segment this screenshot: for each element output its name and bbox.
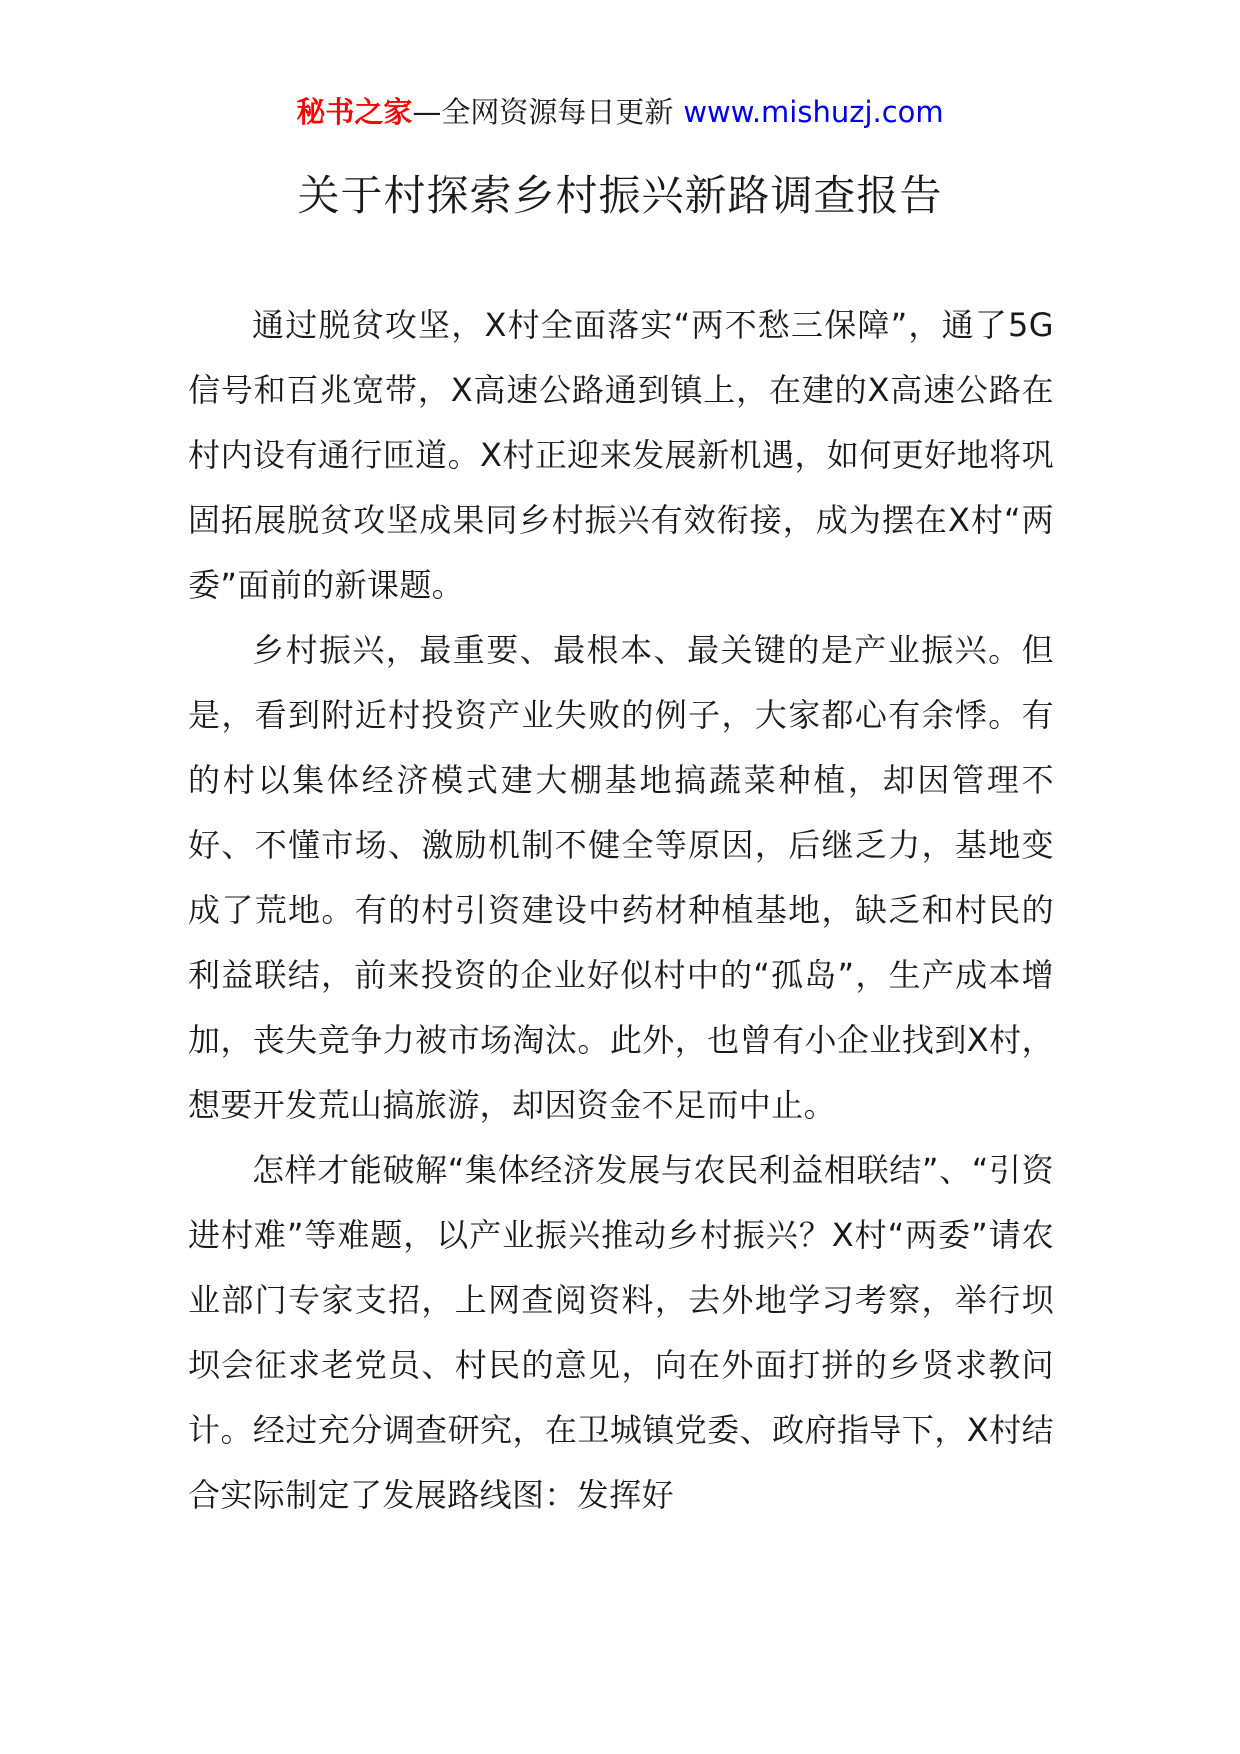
site-slogan: —全网资源每日更新: [412, 95, 674, 129]
site-header: [0, 92, 1240, 132]
site-brand: 秘书之家: [296, 95, 413, 129]
paragraph-3: 怎样才能破解“集体经济发展与农民利益相联结”、“引资进村难”等难题，以产业振兴推动乡村振兴？X村“两委”请农业部门专家支招，上网查阅资料，去外地学习考察，举行坝坝会征求老党员、村民的意见，向在外面打拼的乡贤求教问计。经过充分调查研究，在卫城镇党委、政府指导下，X村结合实际制定了发展路线图：发挥好: [188, 1151, 1054, 1514]
site-url-link[interactable]: www.mishuzj.com: [683, 95, 944, 129]
paragraph-2: 乡村振兴，最重要、最根本、最关键的是产业振兴。但是，看到附近村投资产业失败的例子，大家都心有余悸。有的村以集体经济模式建大棚基地搞蔬菜种植，却因管理不好、不懂市场、激励机制不健全等原因，后继乏力，基地变成了荒地。有的村引资建设中药材种植基地，缺乏和村民的利益联结，前来投资的企业好似村中的“孤岛”，生产成本增加，丧失竞争力被市场淘汰。此外，也曾有小企业找到X村，想要开发荒山搞旅游，却因资金不足而中止。: [188, 631, 1054, 1124]
document-body: [188, 293, 1054, 1528]
paragraph-1: 通过脱贫攻坚，X村全面落实“两不愁三保障”，通了5G信号和百兆宽带，X高速公路通到镇上，在建的X高速公路在村内设有通行匝道。X村正迎来发展新机遇，如何更好地将巩固拓展脱贫攻坚成果同乡村振兴有效衔接，成为摆在X村“两委”面前的新课题。: [188, 306, 1054, 604]
document-title: 关于村探索乡村振兴新路调查报告: [297, 171, 943, 220]
